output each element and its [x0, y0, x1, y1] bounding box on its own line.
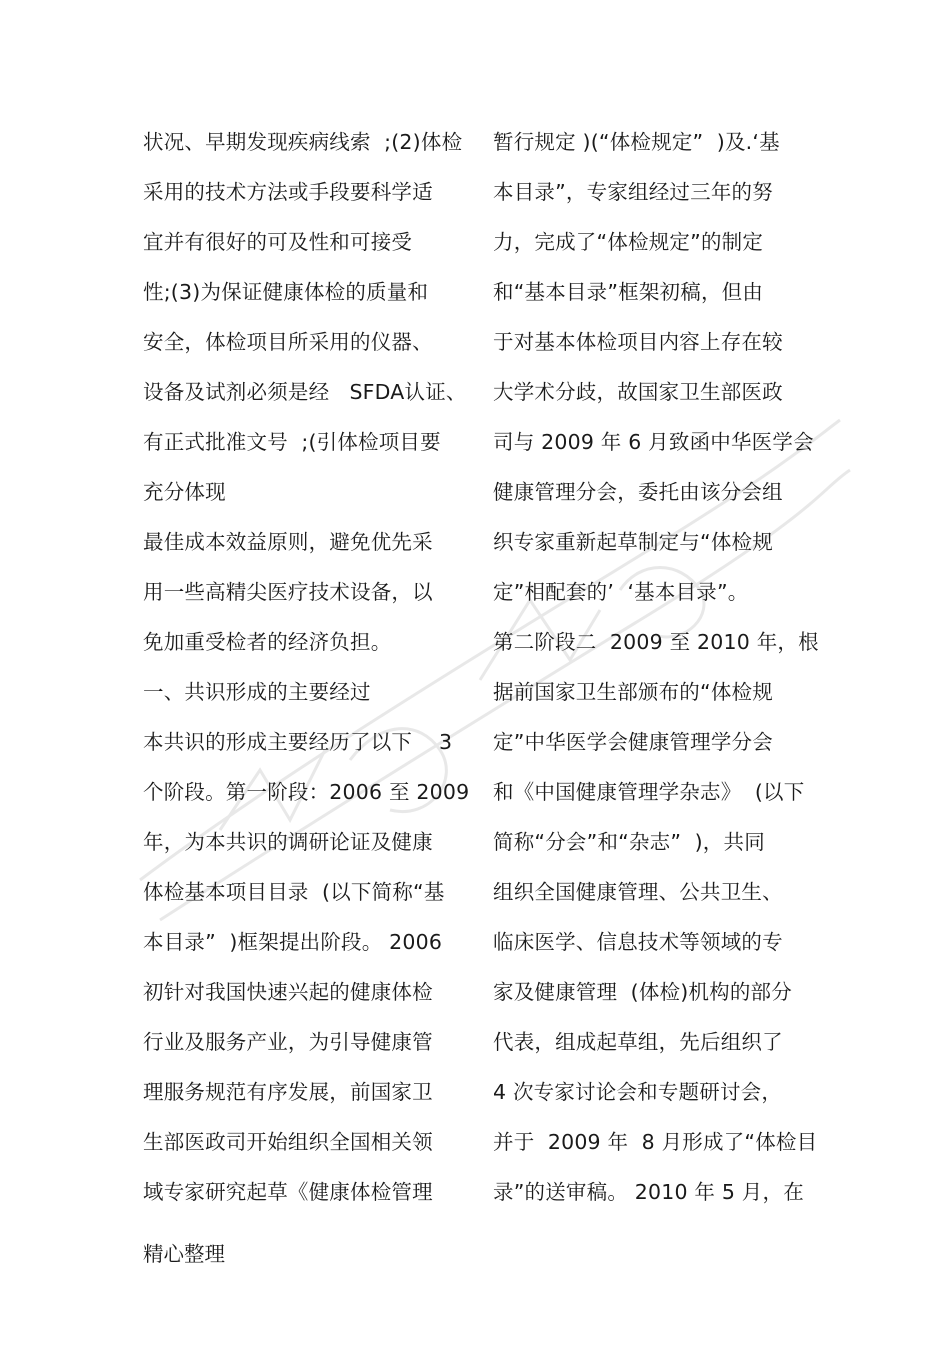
right-line: 4 次专家讨论会和专题研讨会， [493, 1080, 783, 1104]
right-line: 大学术分歧，故国家卫生部医政 [493, 380, 783, 404]
right-line: 家及健康管理 (体检)机构的部分 [493, 980, 792, 1004]
right-line: 并于 2009 年 8 月形成了“体检目 [493, 1130, 818, 1154]
right-line: 于对基本体检项目内容上存在较 [493, 330, 783, 354]
right-line: 和《中国健康管理学杂志》 (以下 [493, 780, 805, 804]
left-line: 行业及服务产业，为引导健康管 [143, 1030, 433, 1054]
right-line: 临床医学、信息技术等领域的专 [493, 930, 783, 954]
right-line: 录”的送审稿。 2010 年 5 月，在 [493, 1180, 804, 1204]
right-line: 本目录”，专家组经过三年的努 [493, 180, 773, 204]
left-line: 个阶段。第一阶段：2006 至 2009 [143, 780, 470, 804]
right-text-column [493, 117, 823, 1217]
left-line: 最佳成本效益原则，避免优先采 [143, 530, 433, 554]
right-line: 简称“分会”和“杂志” )，共同 [493, 830, 765, 854]
left-line: 理服务规范有序发展，前国家卫 [143, 1080, 433, 1104]
right-line: 定”中华医学会健康管理学分会 [493, 730, 773, 754]
left-line: 生部医政司开始组织全国相关领 [143, 1130, 433, 1154]
left-line: 年，为本共识的调研论证及健康 [143, 830, 433, 854]
left-line: 性;(3)为保证健康体检的质量和 [143, 280, 429, 304]
left-line: 充分体现 [143, 480, 226, 504]
left-line: 有正式批准文号 ;(引体检项目要 [143, 430, 441, 454]
left-line: 用一些高精尖医疗技术设备，以 [143, 580, 433, 604]
left-line: 宜并有很好的可及性和可接受 [143, 230, 413, 254]
left-line: 体检基本项目目录 (以下简称“基 [143, 880, 445, 904]
right-line: 和“基本目录”框架初稿，但由 [493, 280, 764, 304]
left-line: 本共识的形成主要经历了以下 3 [143, 730, 453, 754]
left-line: 免加重受检者的经济负担。 [143, 630, 392, 654]
right-line: 第二阶段二 2009 至 2010 年，根 [493, 630, 819, 654]
left-line: 安全，体检项目所采用的仪器、 [143, 330, 433, 354]
left-line: 域专家研究起草《健康体检管理 [143, 1180, 433, 1204]
right-line: 暂行规定 )(“体检规定” )及.‘基 [493, 130, 780, 154]
left-line: 本目录” )框架提出阶段。 2006 [143, 930, 443, 954]
left-line: 状况、早期发现疾病线索 ;(2)体检 [143, 130, 463, 154]
left-line: 初针对我国快速兴起的健康体检 [143, 980, 433, 1004]
section-heading: 一、共识形成的主要经过 [143, 680, 371, 704]
right-line: 定”相配套的’ ‘基本目录”。 [493, 580, 749, 604]
right-line: 织专家重新起草制定与“体检规 [493, 530, 773, 554]
right-line: 力，完成了“体检规定”的制定 [493, 230, 764, 254]
left-line: 设备及试剂必须是经 SFDA认证、 [143, 380, 467, 404]
right-line: 据前国家卫生部颁布的“体检规 [493, 680, 773, 704]
page-footer: 精心整理 [143, 1242, 225, 1266]
right-line: 司与 2009 年 6 月致函中华医学会 [493, 430, 814, 454]
left-text-column [143, 117, 473, 1217]
right-line: 组织全国健康管理、公共卫生、 [493, 880, 783, 904]
left-line: 采用的技术方法或手段要科学适 [143, 180, 433, 204]
right-line: 健康管理分会，委托由该分会组 [493, 480, 783, 504]
right-line: 代表，组成起草组，先后组织了 [493, 1030, 783, 1054]
